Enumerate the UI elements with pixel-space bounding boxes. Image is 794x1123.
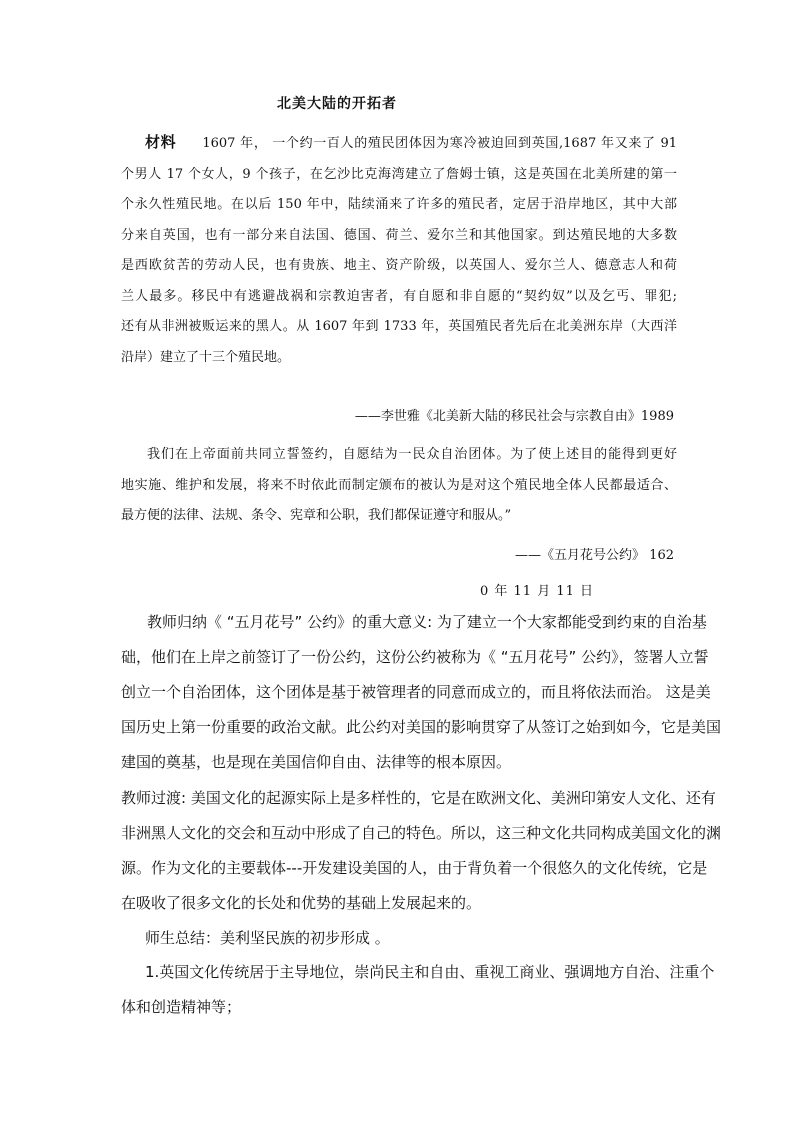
material-line: 兰人最多。移民中有逃避战祸和宗教迫害者，有自愿和非自愿的“契约奴”以及乞丐、罪犯; — [121, 288, 677, 304]
quote-date: 0 年 11 月 11 日 — [480, 584, 595, 599]
material-source: ——李世雅《北美新大陆的移民社会与宗教自由》1989 — [354, 409, 674, 424]
teacher-transition-paragraph — [121, 781, 722, 921]
material-line-text: 1607 年， 一个约一百人的殖民团体因为寒冷被迫回到英国,1687 年又来了 91 — [202, 136, 677, 151]
body-line: 国历史上第一份重要的政治文献。此公约对美国的影响贯穿了从签订之始到如今，它是美国 — [121, 718, 722, 736]
material-line: 沿岸）建立了十三个殖民地。 — [121, 349, 291, 365]
quote-line: 地实施、维护和发展，将来不时依此而制定颁布的被认为是对这个殖民地全体人民都最适合、 — [121, 477, 677, 493]
quote-line: 最方便的法律、法规、条令、宪章和公职，我们都保证遵守和服从。” — [121, 508, 512, 523]
material-paragraph — [121, 127, 677, 373]
material-line: 还有从非洲被贩运来的黑人。从 1607 年到 1733 年，英国殖民者先后在北美洲东岸（大西洋 — [121, 319, 677, 334]
material-line: 个永久性殖民地。在以后 150 年中，陆续涌来了许多的殖民者，定居于沿岸地区，其中大部 — [121, 197, 677, 212]
quote-source: ——《五月花号公约》 162 — [515, 548, 674, 563]
body-line: 教师归纳《 “五月花号” 公约》的重大意义: 为了建立一个大家都能受到约束的自治基 — [147, 613, 707, 631]
quote-paragraph — [121, 440, 677, 532]
body-line: 非洲黑人文化的交会和互动中形成了自己的特色。所以，这三种文化共同构成美国文化的渊 — [121, 824, 722, 842]
body-line: 础，他们在上岸之前签订了一份公约，这份公约被称为《 “五月花号” 公约》，签署人立誓 — [121, 648, 709, 666]
body-line: 源。作为文化的主要载体---开发建设美国的人，由于背负着一个很悠久的文化传统，它是 — [121, 859, 708, 877]
title-text: 北美大陆的开拓者 — [277, 96, 397, 112]
material-line — [121, 127, 677, 160]
body-line: 1.英国文化传统居于主导地位，崇尚民主和自由、重视工商业、强调地方自治、注重个 — [145, 963, 715, 981]
document-title — [0, 93, 794, 113]
material-line: 个男人 17 个女人，9 个孩子，在乞沙比克海湾建立了詹姆士镇，这是英国在北美所建的第一 — [121, 166, 677, 182]
material-line: 分来自英国，也有一部分来自法国、德国、荷兰、爱尔兰和其他国家。到达殖民地的大多数 — [121, 227, 677, 243]
material-line: 是西欧贫苦的劳动人民，也有贵族、地主、资产阶级，以英国人、爱尔兰人、德意志人和荷 — [121, 258, 677, 273]
body-line: 体和创造精神等； — [121, 998, 242, 1016]
body-line: 教师过渡: 美国文化的起源实际上是多样性的，它是在欧洲文化、美洲印第安人文化、还有 — [121, 789, 716, 807]
body-line: 建国的奠基，也是现在美国信仰自由、法律等的根本原因。 — [121, 753, 512, 771]
teacher-summary-paragraph — [121, 605, 722, 780]
quote-line: 我们在上帝面前共同立誓签约，自愿结为一民众自治团体。为了使上述目的能得到更好 — [147, 447, 677, 462]
body-line: 创立一个自治团体，这个团体是基于被管理者的同意而成立的，而且将依法而治。 这是美 — [121, 683, 711, 701]
body-line: 在吸收了很多文化的长处和优势的基础上发展起来的。 — [121, 894, 482, 912]
point-1-paragraph — [121, 955, 715, 1025]
conclusion-line: 师生总结：美利坚民族的初步形成 。 — [145, 929, 390, 947]
material-label: 材料 — [145, 133, 177, 151]
